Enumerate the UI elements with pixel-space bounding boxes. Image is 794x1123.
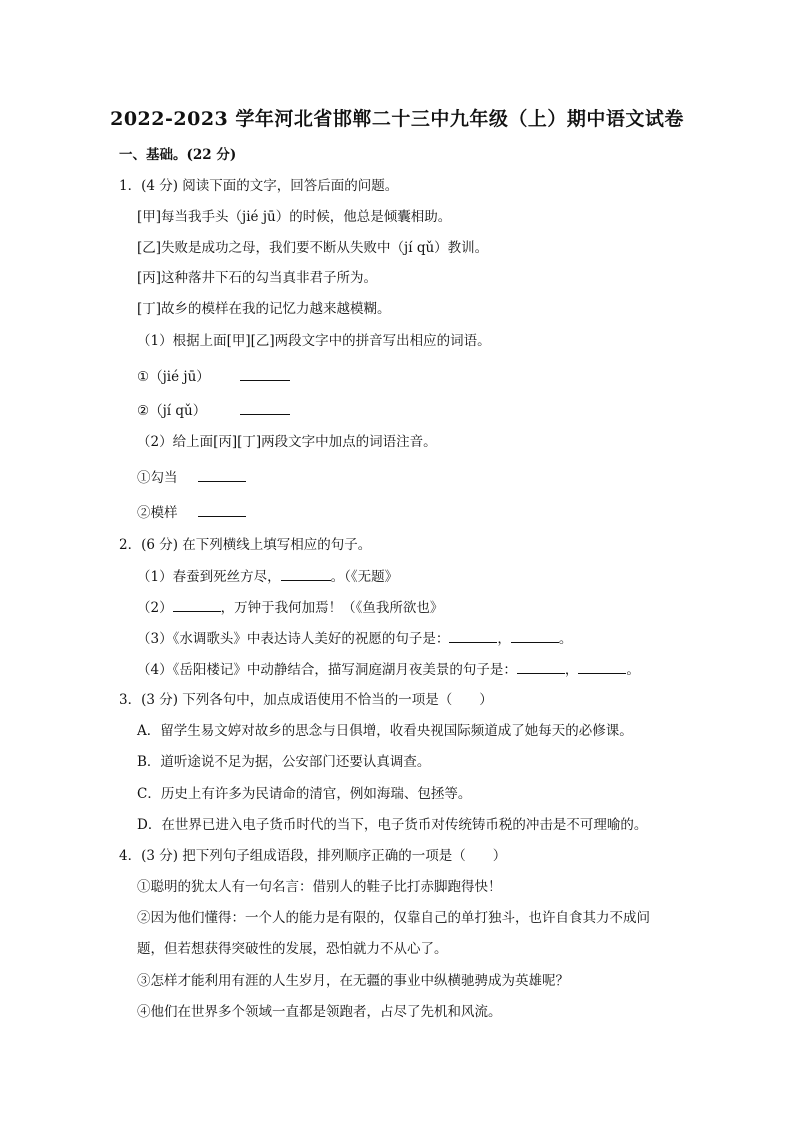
answer-blank[interactable]: [240, 400, 290, 415]
q2-item-3-text: （3）《水调歌头》中表达诗人美好的祝愿的句子是：: [137, 631, 450, 647]
q1-passage-bing: [丙]这种落井下石的勾当真非君子所为。: [137, 270, 378, 286]
q1-passage-jia: [甲]每当我手头（jié jū）的时候，他总是倾囊相助。: [137, 209, 452, 225]
q1-subquestion-1: （1）根据上面[甲][乙]两段文字中的拼音写出相应的词语。: [137, 333, 491, 349]
q2-item-2-text: ，万钟于我何加焉！（《鱼我所欲也》: [220, 600, 444, 616]
q3-option-b[interactable]: B．道听途说不足为据，公安部门还要认真调查。: [137, 754, 431, 770]
q2-item-3: [137, 628, 572, 649]
q2-item-1-source: 。（《无题》: [330, 569, 399, 585]
answer-blank[interactable]: [511, 628, 559, 643]
q4-sentence-3: ③怎样才能利用有涯的人生岁月，在无疆的事业中纵横驰骋成为英雄呢？: [137, 973, 569, 989]
q1-sub2-item-a: [137, 467, 246, 488]
question-3-stem: 3．(3 分) 下列各句中，加点成语使用不恰当的一项是（ ）: [119, 692, 493, 708]
q1-sub1-item-a-label: ①（jié jū）: [137, 369, 210, 385]
q2-item-3-comma: ，: [497, 631, 511, 647]
question-2-stem: 2．(6 分) 在下列横线上填写相应的句子。: [119, 537, 372, 553]
q2-item-3-end: 。: [558, 631, 573, 647]
q1-sub2-item-b: [137, 502, 246, 523]
q1-passage-ding: [丁]故乡的模样在我的记忆力越来越模糊。: [137, 301, 391, 317]
q1-sub2-item-b-label: ②模样: [137, 505, 178, 521]
q3-option-c[interactable]: C．历史上有许多为民请命的清官，例如海瑞、包拯等。: [137, 786, 472, 802]
answer-blank[interactable]: [240, 366, 290, 381]
q2-item-1-text: （1）春蚕到死丝方尽，: [137, 569, 281, 585]
answer-blank[interactable]: [578, 659, 626, 674]
q1-sub2-item-a-label: ①勾当: [137, 470, 178, 486]
q2-item-2: [137, 597, 443, 618]
q2-item-4: [137, 659, 640, 680]
q1-subquestion-2: （2）给上面[丙][丁]两段文字中加点的词语注音。: [137, 434, 437, 450]
q1-sub1-item-a: [137, 366, 290, 387]
answer-blank[interactable]: [198, 467, 246, 482]
q1-sub1-item-b: [137, 400, 290, 421]
document-title: 2022-2023 学年河北省邯郸二十三中九年级（上）期中语文试卷: [110, 108, 684, 130]
q1-sub1-item-b-label: ②（jí qǔ）: [137, 403, 207, 419]
answer-blank[interactable]: [449, 628, 497, 643]
q2-item-4-comma: ，: [564, 662, 579, 678]
answer-blank[interactable]: [173, 597, 221, 612]
answer-blank[interactable]: [517, 659, 565, 674]
q2-item-4-text: （4）《岳阳楼记》中动静结合，描写洞庭湖月夜美景的句子是：: [137, 662, 517, 678]
q3-option-d[interactable]: D．在世界已进入电子货币时代的当下，电子货币对传统铸币税的冲击是不可理喻的。: [137, 817, 648, 833]
q3-option-a[interactable]: A．留学生易文婷对故乡的思念与日俱增，收看央视国际频道成了她每天的必修课。: [137, 723, 633, 739]
q4-sentence-4: ④他们在世界多个领域一直都是领跑者，占尽了先机和风流。: [137, 1004, 502, 1020]
q2-item-2-number: （2）: [137, 600, 173, 616]
section-heading-basics: 一、基础。(22 分): [119, 147, 237, 163]
q4-sentence-2-continued: 题，但若想获得突破性的发展，恐怕就力不从心了。: [137, 941, 448, 957]
question-1-stem: 1．(4 分) 阅读下面的文字，回答后面的问题。: [119, 178, 399, 194]
q4-sentence-1: ①聪明的犹太人有一句名言：借别人的鞋子比打赤脚跑得快！: [137, 879, 502, 895]
q2-item-1: [137, 566, 398, 587]
q1-passage-yi: [乙]失败是成功之母，我们要不断从失败中（jí qǔ）教训。: [137, 240, 489, 256]
q4-sentence-2: ②因为他们懂得：一个人的能力是有限的，仅靠自己的单打独斗，也许自食其力不成问: [137, 910, 650, 926]
answer-blank[interactable]: [281, 566, 331, 581]
answer-blank[interactable]: [198, 502, 246, 517]
question-4-stem: 4．(3 分) 把下列句子组成语段，排列顺序正确的一项是（ ）: [119, 848, 507, 864]
q2-item-4-end: 。: [626, 662, 640, 678]
